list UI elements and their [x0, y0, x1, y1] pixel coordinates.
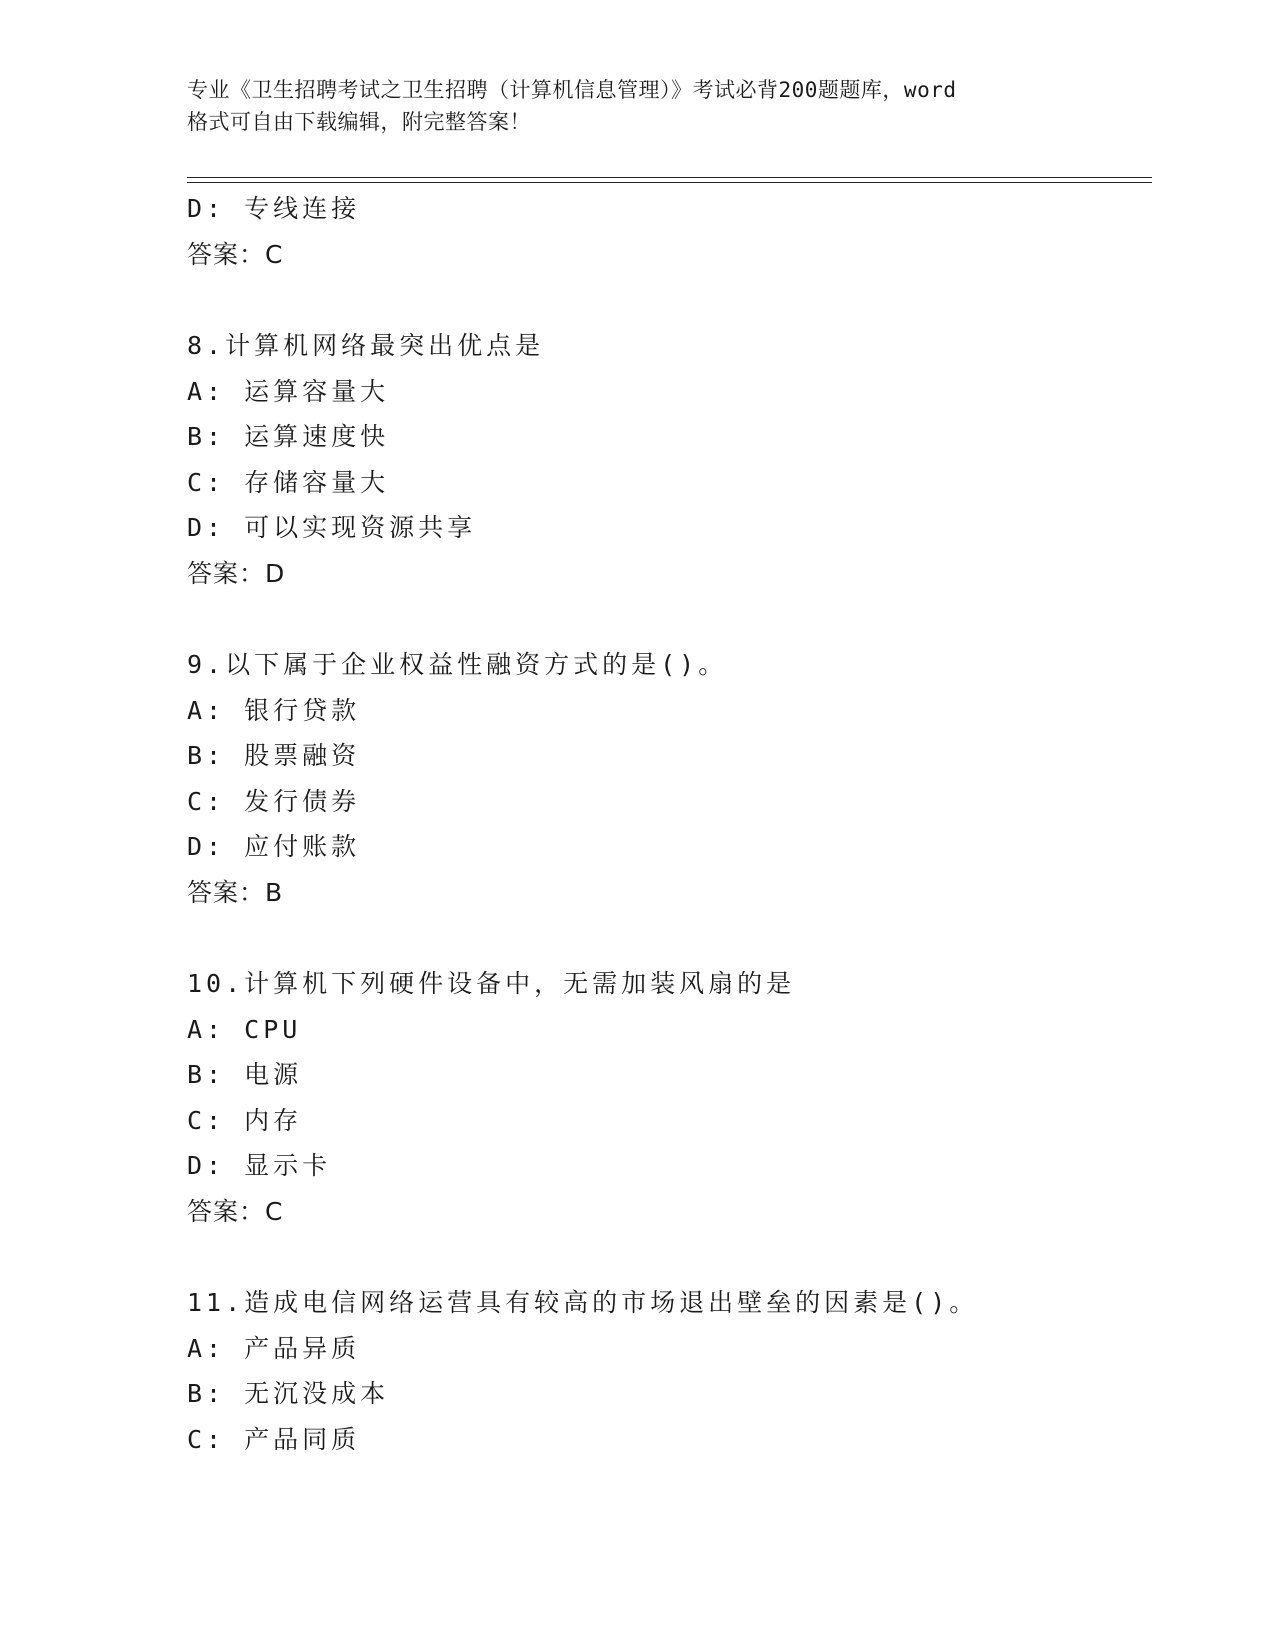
spacer [187, 915, 1152, 961]
header-line-1: 专业《卫生招聘考试之卫生招聘（计算机信息管理）》考试必背200题题库，word [187, 78, 957, 102]
spacer [187, 1234, 1152, 1280]
question-stem: 8.计算机网络最突出优点是 [187, 331, 545, 360]
question-7-tail [187, 186, 1152, 277]
question-stem: 9.以下属于企业权益性融资方式的是()。 [187, 650, 728, 679]
option-d: D: 应付账款 [187, 832, 361, 861]
answer: 答案：C [187, 239, 284, 269]
option-c: C: 存储容量大 [187, 467, 390, 497]
option-b: B: 股票融资 [187, 741, 361, 770]
answer: 答案：C [187, 1196, 284, 1226]
question-9 [187, 642, 1152, 915]
question-stem: 10.计算机下列硬件设备中，无需加装风扇的是 [187, 969, 796, 998]
option-b: B: 电源 [187, 1060, 303, 1089]
header-rule-top [187, 177, 1152, 178]
question-10 [187, 961, 1152, 1234]
option-a: A: 运算容量大 [187, 376, 390, 406]
question-8 [187, 323, 1152, 596]
question-stem: 11.造成电信网络运营具有较高的市场退出壁垒的因素是()。 [187, 1288, 979, 1317]
option-c: C: 发行债券 [187, 786, 361, 816]
answer: 答案：D [187, 558, 286, 588]
question-list [187, 186, 1152, 1462]
option-c: C: 内存 [187, 1105, 303, 1135]
option-a: A: CPU [187, 1014, 302, 1044]
option-c: C: 产品同质 [187, 1424, 361, 1454]
option-d: D: 可以实现资源共享 [187, 513, 477, 542]
answer: 答案：B [187, 877, 284, 907]
header-line-2: 格式可自由下载编辑，附完整答案！ [187, 110, 531, 134]
option-b: B: 运算速度快 [187, 422, 390, 451]
option-a: A: 银行贷款 [187, 695, 361, 725]
option-d: D: 专线连接 [187, 194, 361, 223]
question-11 [187, 1280, 1152, 1462]
option-a: A: 产品异质 [187, 1333, 361, 1363]
header-rule-bottom [187, 182, 1152, 183]
document-header [187, 74, 1087, 138]
option-d: D: 显示卡 [187, 1151, 332, 1180]
spacer [187, 277, 1152, 323]
option-b: B: 无沉没成本 [187, 1379, 390, 1408]
spacer [187, 596, 1152, 642]
